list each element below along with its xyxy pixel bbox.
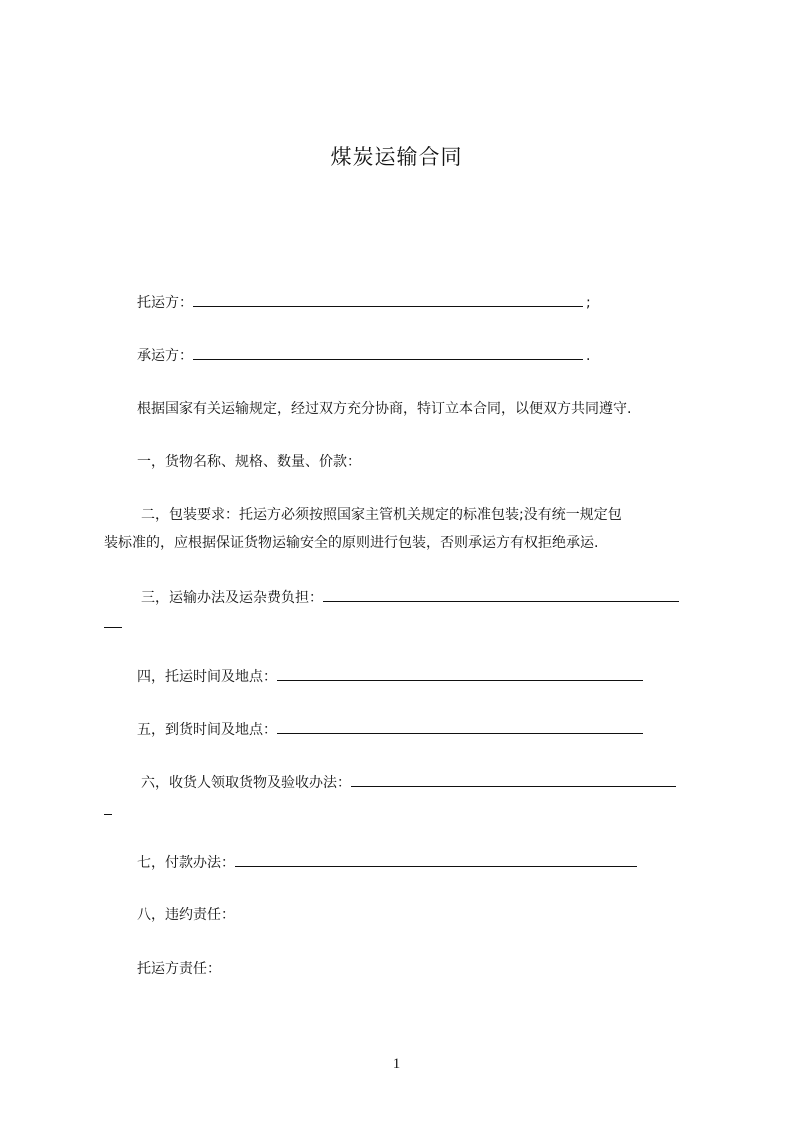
- clause-6-blank-continuation[interactable]: [104, 800, 112, 815]
- clause-3-continuation: [104, 613, 122, 634]
- carrier-trail: .: [586, 348, 591, 364]
- clause-6-continuation: [104, 800, 112, 821]
- clause-5-line: [137, 719, 643, 740]
- shipper-label: 托运方：: [137, 295, 193, 311]
- document-title: 煤炭运输合同: [330, 145, 463, 169]
- clause-3-blank-continuation[interactable]: [104, 613, 122, 628]
- clause-6-label: 六，收货人领取货物及验收办法：: [141, 775, 351, 791]
- clause-2-line-1: 二，包装要求：托运方必须按照国家主管机关规定的标准包装;没有统一规定包: [141, 507, 622, 523]
- clause-4-line: [137, 666, 643, 687]
- clause-4-label: 四，托运时间及地点：: [137, 669, 277, 685]
- shipper-trail: ;: [586, 295, 591, 311]
- clause-2-line-2: 装标准的，应根据保证货物运输安全的原则进行包装，否则承运方有权拒绝承运.: [104, 535, 599, 551]
- clause-3-line: [141, 587, 679, 608]
- clause-5-label: 五，到货时间及地点：: [137, 722, 277, 738]
- clause-8-heading: 八，违约责任：: [137, 907, 235, 923]
- clause-6-blank[interactable]: [351, 772, 676, 787]
- shipper-liability-heading: 托运方责任：: [137, 961, 221, 977]
- clause-6-line: [141, 772, 676, 793]
- clause-3-label: 三，运输办法及运杂费负担：: [141, 590, 323, 606]
- clause-1-heading: 一，货物名称、规格、数量、价款：: [137, 454, 361, 470]
- carrier-blank[interactable]: [193, 345, 583, 360]
- clause-4-blank[interactable]: [277, 666, 643, 681]
- preamble-text: 根据国家有关运输规定，经过双方充分协商，特订立本合同，以便双方共同遵守.: [137, 401, 632, 417]
- clause-3-blank[interactable]: [323, 587, 679, 602]
- shipper-blank[interactable]: [193, 292, 583, 307]
- carrier-line: [137, 345, 590, 366]
- page-number: 1: [392, 1056, 401, 1072]
- clause-7-blank[interactable]: [235, 852, 637, 867]
- shipper-line: [137, 292, 591, 313]
- clause-7-line: [137, 852, 637, 873]
- clause-7-label: 七，付款办法：: [137, 855, 235, 871]
- clause-5-blank[interactable]: [277, 719, 643, 734]
- carrier-label: 承运方：: [137, 348, 193, 364]
